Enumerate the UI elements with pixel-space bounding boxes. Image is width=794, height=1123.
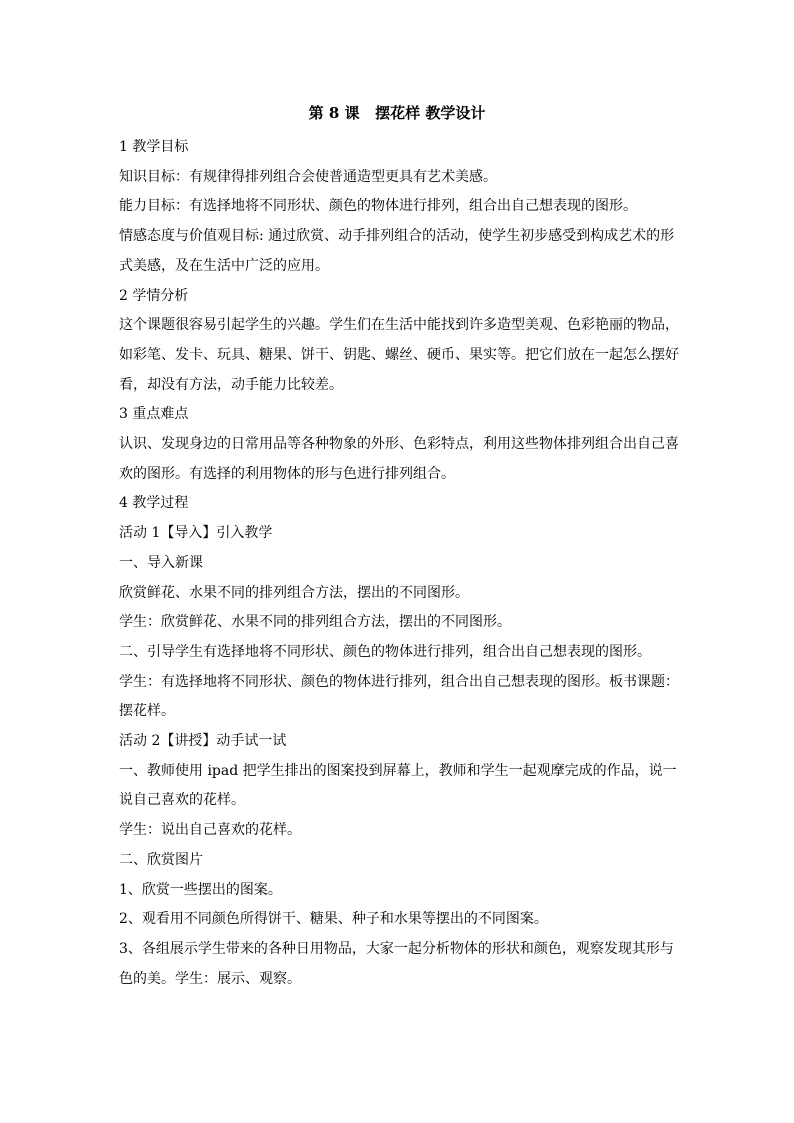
text-line: 3、各组展示学生带来的各种日用物品，大家一起分析物体的形状和颜色，观察发现其形与 — [119, 940, 674, 957]
text-line: 能力目标：有选择地将不同形状、颜色的物体进行排列，组合出自己想表现的图形。 — [119, 198, 637, 215]
text-line: 情感态度与价值观目标: 通过欣赏、动手排列组合的活动，使学生初步感受到构成艺术的形 — [119, 228, 675, 245]
text-line: 二、引导学生有选择地将不同形状、颜色的物体进行排列，组合出自己想表现的图形。 — [119, 643, 651, 660]
text-line: 2 学情分析 — [119, 287, 189, 304]
text-line: 学生：有选择地将不同形状、颜色的物体进行排列，组合出自己想表现的图形。板书课题： — [119, 673, 679, 690]
text-line: 1、欣赏一些摆出的图案。 — [119, 881, 282, 898]
text-line: 式美感，及在生活中广泛的应用。 — [119, 257, 329, 274]
text-line: 看，却没有方法，动手能力比较差。 — [119, 376, 343, 393]
text-line: 二、欣赏图片 — [119, 851, 203, 868]
text-line: 认识、发现身边的日常用品等各种物象的外形、色彩特点，利用这些物体排列组合出自己喜 — [119, 436, 679, 453]
text-line: 欢的图形。有选择的利用物体的形与色进行排列组合。 — [119, 465, 455, 482]
text-line: 活动 1【导入】引入教学 — [119, 525, 273, 542]
document-body — [119, 133, 679, 994]
text-line: 3 重点难点 — [119, 406, 189, 423]
text-line: 2、观看用不同颜色所得饼干、糖果、种子和水果等摆出的不同图案。 — [119, 911, 548, 928]
text-line: 一、教师使用 ipad 把学生排出的图案投到屏幕上，教师和学生一起观摩完成的作品，说一 — [119, 762, 677, 779]
text-line: 如彩笔、发卡、玩具、糖果、饼干、钥匙、螺丝、硬币、果实等。把它们放在一起怎么摆好 — [119, 346, 679, 363]
text-line: 知识目标：有规律得排列组合会使普通造型更具有艺术美感。 — [119, 168, 497, 185]
text-line: 学生：说出自己喜欢的花样。 — [119, 822, 301, 839]
text-line: 欣赏鲜花、水果不同的排列组合方法，摆出的不同图形。 — [119, 584, 469, 601]
text-line: 一、导入新课 — [119, 554, 203, 571]
document-title: 第 8 课 摆花样 教学设计 — [308, 104, 486, 122]
text-line: 说自己喜欢的花样。 — [119, 792, 245, 809]
text-line: 色的美。学生：展示、观察。 — [119, 970, 301, 987]
text-line: 摆花样。 — [119, 703, 175, 720]
text-line: 4 教学过程 — [119, 495, 189, 512]
text-line: 这个课题很容易引起学生的兴趣。学生们在生活中能找到许多造型美观、色彩艳丽的物品， — [119, 317, 679, 334]
text-line: 活动 2【讲授】动手试一试 — [119, 733, 287, 750]
text-line: 1 教学目标 — [119, 139, 189, 155]
text-line: 学生：欣赏鲜花、水果不同的排列组合方法，摆出的不同图形。 — [119, 614, 511, 631]
